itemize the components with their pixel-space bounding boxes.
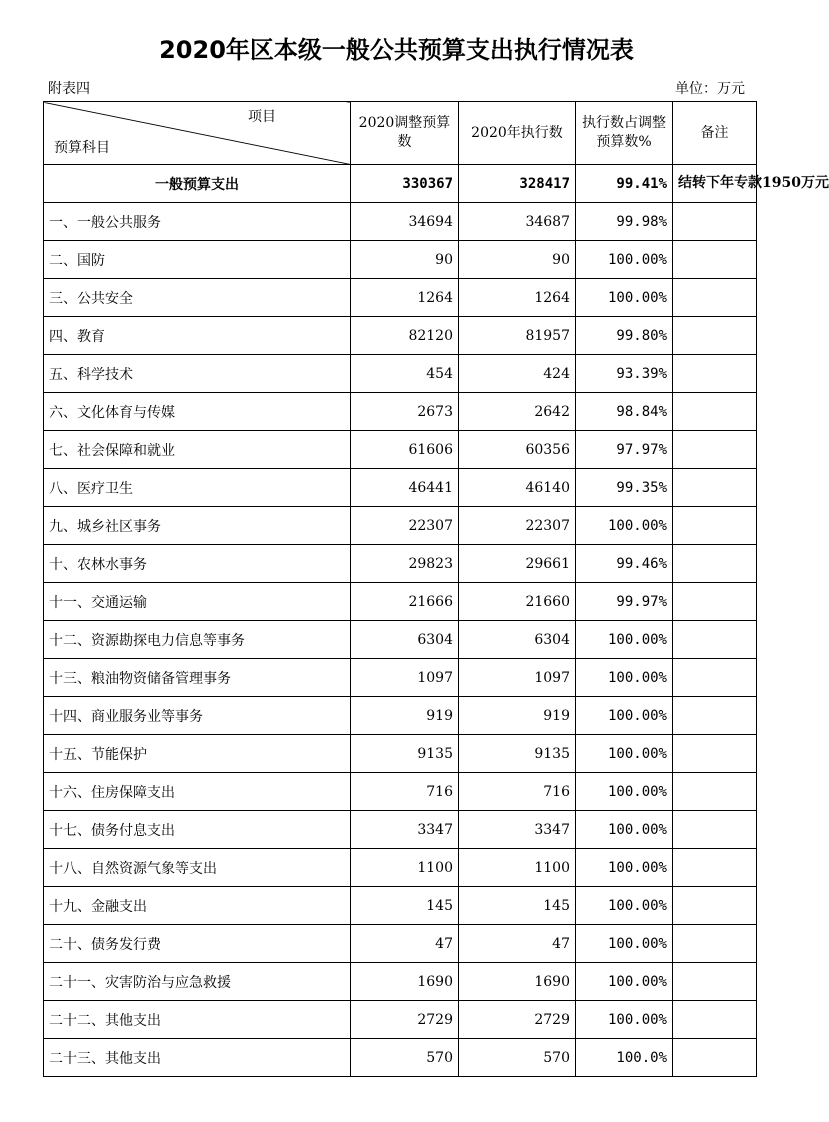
row-name: 九、城乡社区事务 bbox=[44, 507, 351, 545]
row-note bbox=[673, 583, 757, 621]
header-row bbox=[44, 102, 757, 165]
row-note bbox=[673, 697, 757, 735]
header-executed: 2020年执行数 bbox=[459, 102, 576, 165]
row-name: 十四、商业服务业等事务 bbox=[44, 697, 351, 735]
header-ratio: 执行数占调整预算数% bbox=[576, 102, 673, 165]
row-adjusted: 1690 bbox=[351, 963, 459, 1001]
row-ratio: 100.00% bbox=[576, 811, 673, 849]
row-ratio: 100.00% bbox=[576, 279, 673, 317]
table-row bbox=[44, 811, 757, 849]
row-name: 十三、粮油物资储备管理事务 bbox=[44, 659, 351, 697]
row-name: 十九、金融支出 bbox=[44, 887, 351, 925]
row-note bbox=[673, 621, 757, 659]
row-executed: 919 bbox=[459, 697, 576, 735]
row-ratio: 100.00% bbox=[576, 887, 673, 925]
row-name: 五、科学技术 bbox=[44, 355, 351, 393]
row-executed: 22307 bbox=[459, 507, 576, 545]
row-note bbox=[673, 735, 757, 773]
row-name: 十、农林水事务 bbox=[44, 545, 351, 583]
row-executed: 1264 bbox=[459, 279, 576, 317]
table-row bbox=[44, 355, 757, 393]
row-ratio: 100.00% bbox=[576, 621, 673, 659]
header-note: 备注 bbox=[673, 102, 757, 165]
row-executed: 47 bbox=[459, 925, 576, 963]
row-executed: 34687 bbox=[459, 203, 576, 241]
row-ratio: 100.00% bbox=[576, 849, 673, 887]
row-name: 七、社会保障和就业 bbox=[44, 431, 351, 469]
row-ratio: 100.00% bbox=[576, 241, 673, 279]
table-row bbox=[44, 545, 757, 583]
total-note: 结转下年专款1950万元 bbox=[673, 165, 757, 203]
row-note bbox=[673, 203, 757, 241]
row-ratio: 100.00% bbox=[576, 925, 673, 963]
table-row bbox=[44, 773, 757, 811]
row-ratio: 100.0% bbox=[576, 1039, 673, 1077]
row-note bbox=[673, 393, 757, 431]
row-name: 二、国防 bbox=[44, 241, 351, 279]
row-ratio: 98.84% bbox=[576, 393, 673, 431]
row-executed: 1690 bbox=[459, 963, 576, 1001]
row-adjusted: 22307 bbox=[351, 507, 459, 545]
row-adjusted: 2729 bbox=[351, 1001, 459, 1039]
row-name: 四、教育 bbox=[44, 317, 351, 355]
table-row bbox=[44, 735, 757, 773]
row-note bbox=[673, 1039, 757, 1077]
row-ratio: 100.00% bbox=[576, 697, 673, 735]
row-ratio: 100.00% bbox=[576, 1001, 673, 1039]
row-note bbox=[673, 241, 757, 279]
row-ratio: 100.00% bbox=[576, 735, 673, 773]
row-executed: 1100 bbox=[459, 849, 576, 887]
row-name: 十二、资源勘探电力信息等事务 bbox=[44, 621, 351, 659]
row-executed: 81957 bbox=[459, 317, 576, 355]
row-adjusted: 82120 bbox=[351, 317, 459, 355]
total-row bbox=[44, 165, 757, 203]
table-row bbox=[44, 925, 757, 963]
row-adjusted: 1264 bbox=[351, 279, 459, 317]
row-note bbox=[673, 279, 757, 317]
row-adjusted: 29823 bbox=[351, 545, 459, 583]
row-executed: 145 bbox=[459, 887, 576, 925]
row-name: 六、文化体育与传媒 bbox=[44, 393, 351, 431]
row-name: 十一、交通运输 bbox=[44, 583, 351, 621]
row-adjusted: 2673 bbox=[351, 393, 459, 431]
row-adjusted: 90 bbox=[351, 241, 459, 279]
table-row bbox=[44, 887, 757, 925]
row-note bbox=[673, 545, 757, 583]
header-corner-cell bbox=[44, 102, 351, 165]
table-row bbox=[44, 203, 757, 241]
row-note bbox=[673, 469, 757, 507]
row-note bbox=[673, 773, 757, 811]
row-name: 十七、债务付息支出 bbox=[44, 811, 351, 849]
row-adjusted: 47 bbox=[351, 925, 459, 963]
total-name: 一般预算支出 bbox=[44, 165, 351, 203]
row-adjusted: 21666 bbox=[351, 583, 459, 621]
row-note bbox=[673, 887, 757, 925]
row-note bbox=[673, 317, 757, 355]
row-adjusted: 716 bbox=[351, 773, 459, 811]
row-name: 二十、债务发行费 bbox=[44, 925, 351, 963]
row-note bbox=[673, 355, 757, 393]
table-row bbox=[44, 621, 757, 659]
table-row bbox=[44, 849, 757, 887]
row-ratio: 100.00% bbox=[576, 773, 673, 811]
row-note bbox=[673, 659, 757, 697]
table-row bbox=[44, 507, 757, 545]
table-row bbox=[44, 469, 757, 507]
row-adjusted: 46441 bbox=[351, 469, 459, 507]
row-name: 十八、自然资源气象等支出 bbox=[44, 849, 351, 887]
row-ratio: 100.00% bbox=[576, 963, 673, 1001]
total-executed: 328417 bbox=[459, 165, 576, 203]
unit-label: 单位：万元 bbox=[675, 81, 745, 97]
row-executed: 2729 bbox=[459, 1001, 576, 1039]
row-ratio: 100.00% bbox=[576, 507, 673, 545]
row-adjusted: 61606 bbox=[351, 431, 459, 469]
row-executed: 90 bbox=[459, 241, 576, 279]
row-executed: 716 bbox=[459, 773, 576, 811]
row-name: 二十三、其他支出 bbox=[44, 1039, 351, 1077]
row-name: 十五、节能保护 bbox=[44, 735, 351, 773]
row-adjusted: 454 bbox=[351, 355, 459, 393]
table-row bbox=[44, 1001, 757, 1039]
row-adjusted: 9135 bbox=[351, 735, 459, 773]
header-item-label: 项目 bbox=[248, 109, 276, 125]
row-name: 三、公共安全 bbox=[44, 279, 351, 317]
row-ratio: 99.97% bbox=[576, 583, 673, 621]
table-row bbox=[44, 317, 757, 355]
attachment-label: 附表四 bbox=[48, 81, 90, 97]
header-category-label: 预算科目 bbox=[54, 140, 110, 157]
row-adjusted: 6304 bbox=[351, 621, 459, 659]
row-executed: 424 bbox=[459, 355, 576, 393]
row-ratio: 97.97% bbox=[576, 431, 673, 469]
row-note bbox=[673, 507, 757, 545]
table-row bbox=[44, 583, 757, 621]
row-ratio: 100.00% bbox=[576, 659, 673, 697]
row-name: 二十二、其他支出 bbox=[44, 1001, 351, 1039]
row-executed: 1097 bbox=[459, 659, 576, 697]
header-adjusted-budget: 2020调整预算数 bbox=[351, 102, 459, 165]
row-executed: 9135 bbox=[459, 735, 576, 773]
table-row bbox=[44, 431, 757, 469]
row-executed: 2642 bbox=[459, 393, 576, 431]
total-adjusted: 330367 bbox=[351, 165, 459, 203]
row-adjusted: 34694 bbox=[351, 203, 459, 241]
row-executed: 3347 bbox=[459, 811, 576, 849]
row-note bbox=[673, 811, 757, 849]
row-note bbox=[673, 963, 757, 1001]
row-name: 八、医疗卫生 bbox=[44, 469, 351, 507]
row-name: 二十一、灾害防治与应急救援 bbox=[44, 963, 351, 1001]
row-ratio: 99.80% bbox=[576, 317, 673, 355]
row-adjusted: 145 bbox=[351, 887, 459, 925]
row-adjusted: 1100 bbox=[351, 849, 459, 887]
total-ratio: 99.41% bbox=[576, 165, 673, 203]
row-name: 一、一般公共服务 bbox=[44, 203, 351, 241]
row-adjusted: 3347 bbox=[351, 811, 459, 849]
row-executed: 29661 bbox=[459, 545, 576, 583]
table-row bbox=[44, 279, 757, 317]
row-name: 十六、住房保障支出 bbox=[44, 773, 351, 811]
row-executed: 21660 bbox=[459, 583, 576, 621]
page-title: 2020年区本级一般公共预算支出执行情况表 bbox=[159, 36, 634, 64]
row-ratio: 99.35% bbox=[576, 469, 673, 507]
table-row bbox=[44, 393, 757, 431]
row-note bbox=[673, 849, 757, 887]
row-ratio: 99.98% bbox=[576, 203, 673, 241]
table-row bbox=[44, 241, 757, 279]
row-executed: 6304 bbox=[459, 621, 576, 659]
row-executed: 570 bbox=[459, 1039, 576, 1077]
row-executed: 46140 bbox=[459, 469, 576, 507]
table-row bbox=[44, 697, 757, 735]
row-note bbox=[673, 925, 757, 963]
row-note bbox=[673, 1001, 757, 1039]
row-adjusted: 919 bbox=[351, 697, 459, 735]
row-executed: 60356 bbox=[459, 431, 576, 469]
row-ratio: 99.46% bbox=[576, 545, 673, 583]
table-row bbox=[44, 1039, 757, 1077]
table-row bbox=[44, 659, 757, 697]
row-ratio: 93.39% bbox=[576, 355, 673, 393]
row-note bbox=[673, 431, 757, 469]
budget-table bbox=[43, 101, 829, 1077]
row-adjusted: 570 bbox=[351, 1039, 459, 1077]
row-adjusted: 1097 bbox=[351, 659, 459, 697]
table-row bbox=[44, 963, 757, 1001]
